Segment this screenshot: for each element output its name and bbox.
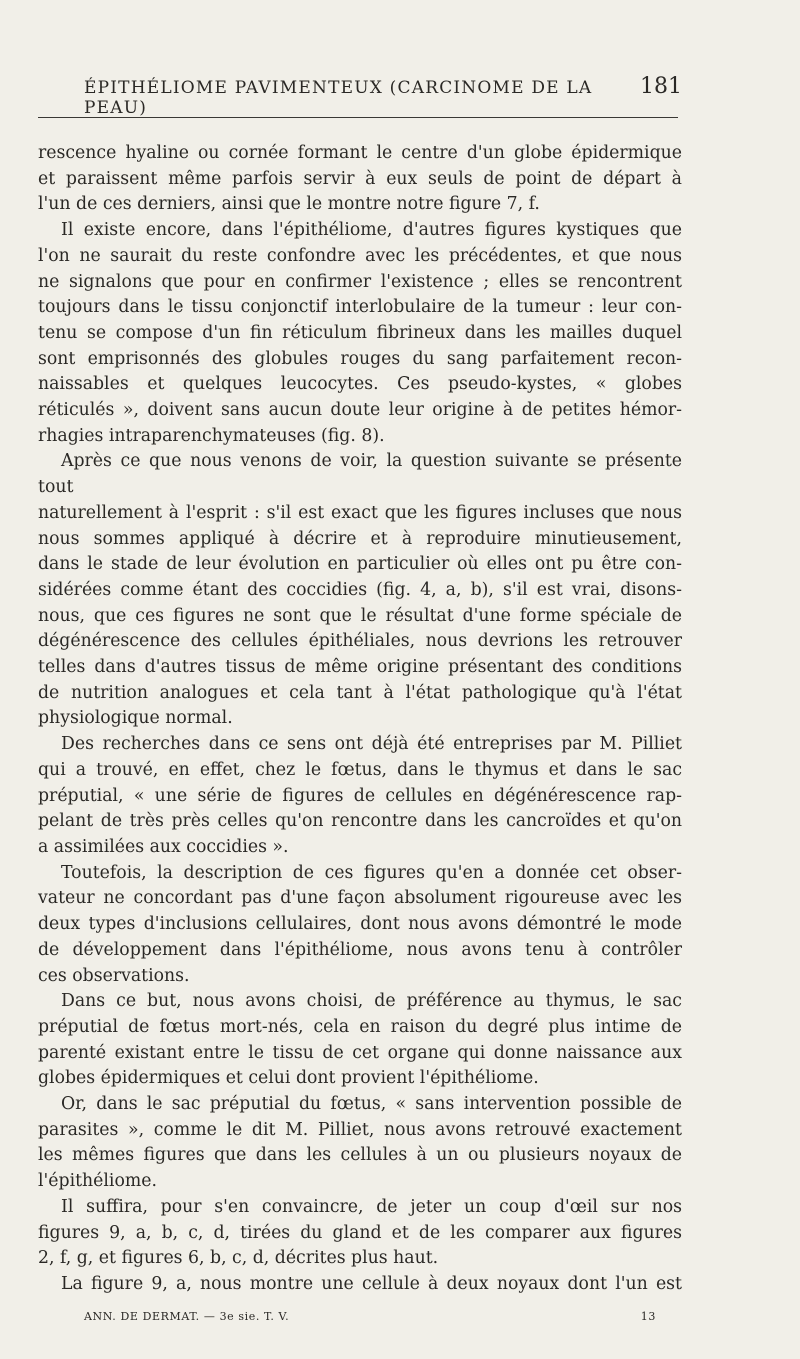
text-line: a assimilées aux coccidies ». bbox=[38, 836, 289, 857]
text-line: ne signalons que pour en confirmer l'existence ; elles se rencontrent bbox=[38, 271, 682, 292]
text-line: pelant de très près celles qu'on rencontre dans les cancroïdes et qu'on bbox=[38, 811, 682, 832]
text-line: de développement dans l'épithéliome, nous avons tenu à contrôler bbox=[38, 939, 682, 960]
text-line: rescence hyaline ou cornée formant le centre d'un globe épidermique bbox=[38, 143, 682, 163]
text-line: La figure 9, a, nous montre une cellule à deux noyaux dont l'un est bbox=[61, 1273, 682, 1294]
text-line: Des recherches dans ce sens ont déjà été entreprises par M. Pilliet bbox=[61, 734, 682, 755]
page-footer bbox=[84, 1310, 656, 1323]
text-line: l'on ne saurait du reste confondre avec les précédentes, et que nous bbox=[38, 245, 682, 266]
text-line: Or, dans le sac préputial du fœtus, « sans intervention possible de bbox=[61, 1094, 682, 1115]
text-line: l'un de ces derniers, ainsi que le montre notre figure 7, f. bbox=[38, 194, 540, 215]
header-rule bbox=[38, 117, 678, 118]
text-line: et paraissent même parfois servir à eux seuls de point de départ à bbox=[38, 168, 682, 189]
text-line: dégénérescence des cellules épithéliales, nous devrions les retrouver bbox=[38, 631, 682, 652]
text-line: Après ce que nous venons de voir, la question suivante se présente tout bbox=[38, 451, 682, 498]
text-line: globes épidermiques et celui dont provient l'épithéliome. bbox=[38, 1068, 539, 1089]
text-line: Toutefois, la description de ces figures qu'en a donnée cet obser- bbox=[61, 862, 682, 883]
text-line: naissables et quelques leucocytes. Ces pseudo-kystes, « globes bbox=[38, 374, 682, 395]
signature-mark: 13 bbox=[640, 1310, 656, 1323]
text-line: Il suffira, pour s'en convaincre, de jeter un coup d'œil sur nos bbox=[61, 1196, 682, 1217]
text-line: vateur ne concordant pas d'une façon absolument rigoureuse avec les bbox=[38, 888, 682, 909]
text-line: préputial de fœtus mort-nés, cela en raison du degré plus intime de bbox=[38, 1016, 682, 1037]
text-line: physiologique normal. bbox=[38, 708, 233, 729]
text-line: sidérées comme étant des coccidies (fig. 4, a, b), s'il est vrai, disons- bbox=[38, 579, 682, 600]
page-number: 181 bbox=[640, 74, 682, 99]
text-line: parenté existant entre le tissu de cet organe qui donne naissance aux bbox=[38, 1042, 682, 1063]
text-line: sont emprisonnés des globules rouges du sang parfaitement recon- bbox=[38, 348, 682, 369]
text-line: tenu se compose d'un fin réticulum fibrineux dans les mailles duquel bbox=[38, 322, 682, 343]
body-text bbox=[38, 141, 682, 1298]
text-line: Dans ce but, nous avons choisi, de préférence au thymus, le sac bbox=[61, 991, 682, 1012]
text-line: les mêmes figures que dans les cellules à un ou plusieurs noyaux de bbox=[38, 1145, 682, 1166]
text-line: deux types d'inclusions cellulaires, dont nous avons démontré le mode bbox=[38, 914, 682, 935]
text-line: nous, que ces figures ne sont que le résultat d'une forme spéciale de bbox=[38, 605, 682, 626]
text-line: dans le stade de leur évolution en particulier où elles ont pu être con- bbox=[38, 554, 682, 575]
text-line: figures 9, a, b, c, d, tirées du gland et de les comparer aux figures bbox=[38, 1222, 682, 1243]
text-line: rhagies intraparenchymateuses (fig. 8). bbox=[38, 425, 385, 446]
journal-reference: ANN. DE DERMAT. — 3e sie. T. V. bbox=[84, 1310, 290, 1323]
text-line: 2, f, g, et figures 6, b, c, d, décrites plus haut. bbox=[38, 1248, 439, 1269]
text-line: toujours dans le tissu conjonctif interlobulaire de la tumeur : leur con- bbox=[38, 297, 682, 318]
text-line: de nutrition analogues et cela tant à l'état pathologique qu'à l'état bbox=[38, 682, 682, 703]
text-line: l'épithéliome. bbox=[38, 1171, 157, 1192]
text-line: ces observations. bbox=[38, 965, 190, 986]
text-line: parasites », comme le dit M. Pilliet, nous avons retrouvé exactement bbox=[38, 1119, 682, 1140]
text-line: telles dans d'autres tissus de même origine présentant des conditions bbox=[38, 657, 682, 678]
text-line: naturellement à l'esprit : s'il est exact que les figures incluses que nous bbox=[38, 502, 682, 523]
text-line: qui a trouvé, en effet, chez le fœtus, dans le thymus et dans le sac bbox=[38, 759, 682, 780]
text-line: réticulés », doivent sans aucun doute leur origine à de petites hémor- bbox=[38, 400, 682, 421]
text-line: préputial, « une série de figures de cellules en dégénérescence rap- bbox=[38, 785, 682, 806]
text-line: nous sommes appliqué à décrire et à reproduire minutieusement, bbox=[38, 528, 682, 549]
running-title: ÉPITHÉLIOME PAVIMENTEUX (CARCINOME DE LA PEAU) bbox=[84, 78, 593, 118]
running-header bbox=[84, 74, 682, 118]
text-line: Il existe encore, dans l'épithéliome, d'autres figures kystiques que bbox=[61, 220, 682, 241]
